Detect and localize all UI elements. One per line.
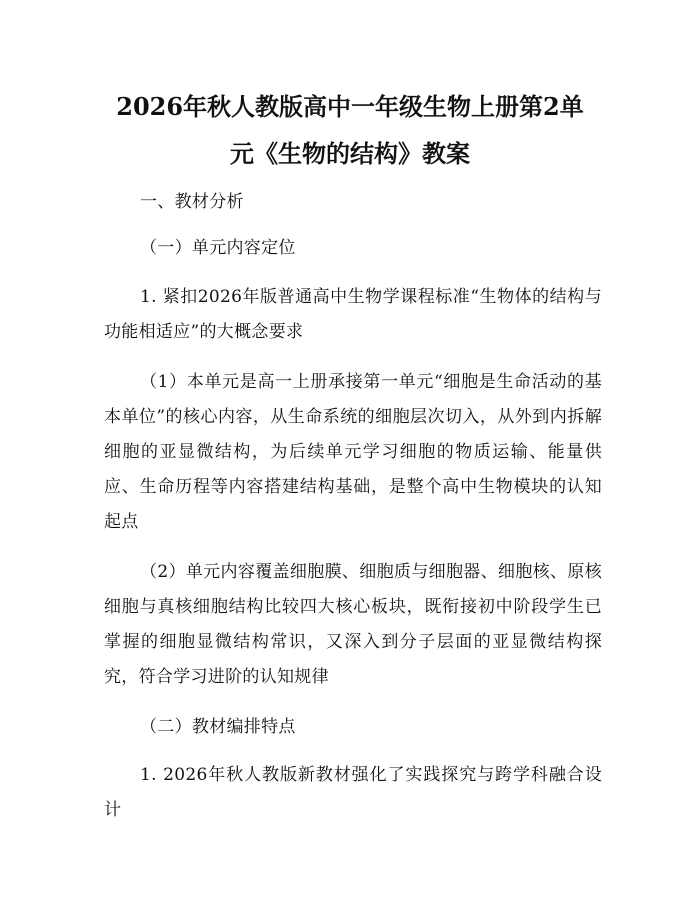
paragraph-sub-point-2: （2）单元内容覆盖细胞膜、细胞质与细胞器、细胞核、原核细胞与真核细胞结构比较四大核心板块，既衔接初中阶段学生已掌握的细胞显微结构常识，又深入到分子层面的亚显微结构探究，符合学习进阶的认知规律 — [104, 562, 602, 687]
section-heading-textbook-analysis: 一、教材分析 — [140, 192, 244, 212]
paragraph-point-2: 1. 2026年秋人教版新教材强化了实践探究与跨学科融合设计 — [104, 765, 602, 820]
document-title-line-1: 2026年秋人教版高中一年级生物上册第2单 — [116, 92, 584, 121]
paragraph-point-1: 1. 紧扣2026年版普通高中生物学课程标准“生物体的结构与功能相适应”的大概念要求 — [104, 287, 602, 342]
subsection-heading-layout-features: （二）教材编排特点 — [140, 717, 296, 737]
document-title-line-2: 元《生物的结构》教案 — [230, 139, 470, 168]
paragraph-sub-point-1: （1）本单元是高一上册承接第一单元“细胞是生命活动的基本单位”的核心内容，从生命系统的细胞层次切入，从外到内拆解细胞的亚显微结构，为后续单元学习细胞的物质运输、能量供应、生命历程等内容搭建结构基础，是整个高中生物模块的认知起点 — [104, 372, 602, 532]
subsection-heading-unit-positioning: （一）单元内容定位 — [140, 238, 296, 258]
